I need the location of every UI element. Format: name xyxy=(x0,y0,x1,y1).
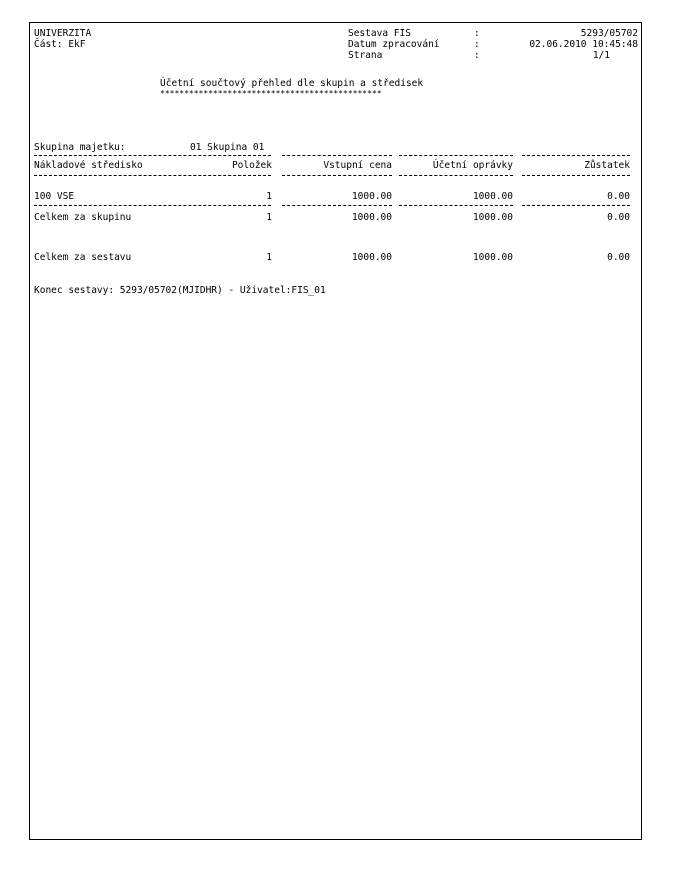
org-part: Část: EkF xyxy=(34,39,86,50)
processing-date-sep: : xyxy=(474,39,480,50)
separator-line xyxy=(399,205,513,206)
table-row-depreciation: 1000.00 xyxy=(472,191,513,202)
org-name: UNIVERZITA xyxy=(34,28,92,39)
separator-line xyxy=(34,205,271,206)
table-row-balance: 0.00 xyxy=(607,191,630,202)
page-number-label: Strana xyxy=(348,50,383,61)
table-row-input-price: 1000.00 xyxy=(351,191,392,202)
separator-line xyxy=(282,175,392,176)
separator-line xyxy=(399,175,513,176)
group-total-items: 1 xyxy=(266,212,272,223)
separator-line xyxy=(34,155,271,156)
group-label: Skupina majetku: xyxy=(34,142,126,153)
separator-line xyxy=(522,205,630,206)
group-total-depreciation: 1000.00 xyxy=(472,212,513,223)
group-total-balance: 0.00 xyxy=(607,212,630,223)
page-number-value: 1/1 xyxy=(592,50,610,61)
column-header-input-price: Vstupní cena xyxy=(323,160,392,171)
group-value: 01 Skupina 01 xyxy=(190,142,265,153)
report-title: Účetní součtový přehled dle skupin a středisek xyxy=(160,78,424,89)
report-total-depreciation: 1000.00 xyxy=(472,252,513,263)
separator-line xyxy=(282,205,392,206)
report-total-label: Celkem za sestavu xyxy=(34,252,132,263)
report-total-input-price: 1000.00 xyxy=(351,252,392,263)
table-row-cost-center: 100 VSE xyxy=(34,191,75,202)
group-total-input-price: 1000.00 xyxy=(351,212,392,223)
report-title-underline: ********************************************** xyxy=(160,90,382,98)
report-end-line: Konec sestavy: 5293/05702(MJIDHR) - Uživatel:FIS_01 xyxy=(34,285,326,296)
report-id-value: 5293/05702 xyxy=(580,28,638,39)
column-header-balance: Zůstatek xyxy=(584,160,630,171)
processing-date-value: 02.06.2010 10:45:48 xyxy=(529,39,638,50)
separator-line xyxy=(399,155,513,156)
separator-line xyxy=(522,175,630,176)
report-total-balance: 0.00 xyxy=(607,252,630,263)
report-id-label: Sestava FIS xyxy=(348,28,411,39)
page-number-sep: : xyxy=(474,50,480,61)
separator-line xyxy=(34,175,271,176)
table-row-items: 1 xyxy=(266,191,272,202)
column-header-cost-center: Nákladové středisko xyxy=(34,160,143,171)
column-header-items: Položek xyxy=(231,160,272,171)
separator-line xyxy=(522,155,630,156)
group-total-label: Celkem za skupinu xyxy=(34,212,132,223)
report-id-sep: : xyxy=(474,28,480,39)
processing-date-label: Datum zpracování xyxy=(348,39,440,50)
separator-line xyxy=(282,155,392,156)
report-total-items: 1 xyxy=(266,252,272,263)
column-header-depreciation: Účetní oprávky xyxy=(432,160,513,171)
